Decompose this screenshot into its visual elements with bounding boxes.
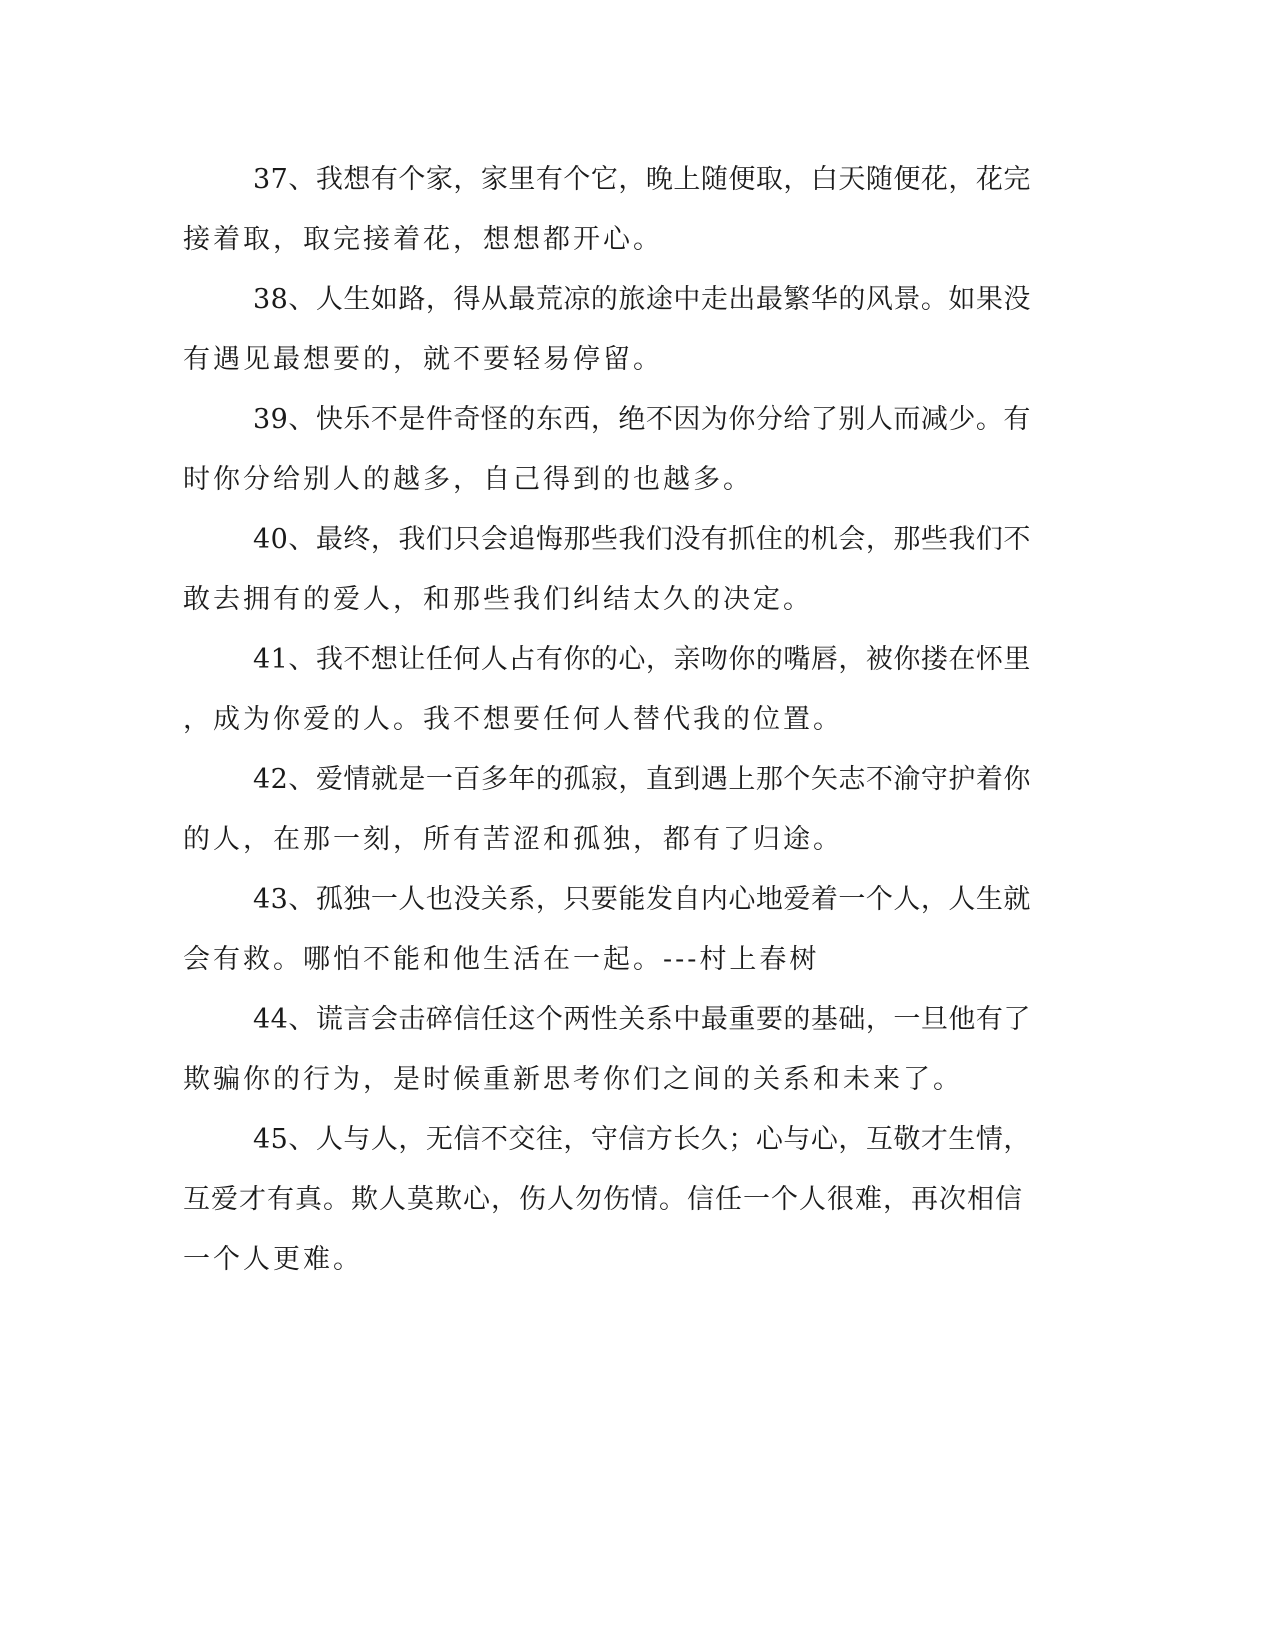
paragraph-line: 45、人与人，无信不交往，守信方长久；心与心，互敬才生情， — [253, 1124, 1031, 1155]
paragraph-line: 40、最终，我们只会追悔那些我们没有抓住的机会，那些我们不 — [253, 524, 1031, 555]
paragraph-line: 时你分给别人的越多，自己得到的也越多。 — [183, 464, 753, 495]
document-body — [183, 150, 1033, 1290]
paragraph-line: 的人，在那一刻，所有苦涩和孤独，都有了归途。 — [183, 824, 843, 855]
paragraph-42 — [183, 750, 1033, 870]
paragraph-39 — [183, 390, 1033, 510]
paragraph-38 — [183, 270, 1033, 390]
paragraph-line: 会有救。哪怕不能和他生活在一起。---村上春树 — [183, 944, 820, 975]
paragraph-43 — [183, 870, 1033, 990]
paragraph-line: 敢去拥有的爱人，和那些我们纠结太久的决定。 — [183, 584, 813, 615]
paragraph-45 — [183, 1110, 1033, 1290]
paragraph-41 — [183, 630, 1033, 750]
paragraph-line: 互爱才有真。欺人莫欺心，伤人勿伤情。信任一个人很难，再次相信 — [183, 1184, 1023, 1215]
paragraph-37 — [183, 150, 1033, 270]
paragraph-40 — [183, 510, 1033, 630]
paragraph-line: 42、爱情就是一百多年的孤寂，直到遇上那个矢志不渝守护着你 — [253, 764, 1031, 795]
paragraph-line: 一个人更难。 — [183, 1244, 363, 1275]
paragraph-line: 有遇见最想要的，就不要轻易停留。 — [183, 344, 663, 375]
paragraph-line: ，成为你爱的人。我不想要任何人替代我的位置。 — [183, 704, 843, 735]
paragraph-line: 欺骗你的行为，是时候重新思考你们之间的关系和未来了。 — [183, 1064, 963, 1095]
paragraph-line: 39、快乐不是件奇怪的东西，绝不因为你分给了别人而减少。有 — [253, 404, 1031, 435]
paragraph-line: 38、人生如路，得从最荒凉的旅途中走出最繁华的风景。如果没 — [253, 284, 1031, 315]
paragraph-line: 37、我想有个家，家里有个它，晚上随便取，白天随便花，花完 — [253, 164, 1031, 195]
paragraph-line: 41、我不想让任何人占有你的心，亲吻你的嘴唇，被你搂在怀里 — [253, 644, 1031, 675]
paragraph-44 — [183, 990, 1033, 1110]
paragraph-line: 44、谎言会击碎信任这个两性关系中最重要的基础，一旦他有了 — [253, 1004, 1031, 1035]
paragraph-line: 接着取，取完接着花，想想都开心。 — [183, 224, 663, 255]
paragraph-line: 43、孤独一人也没关系，只要能发自内心地爱着一个人，人生就 — [253, 884, 1031, 915]
